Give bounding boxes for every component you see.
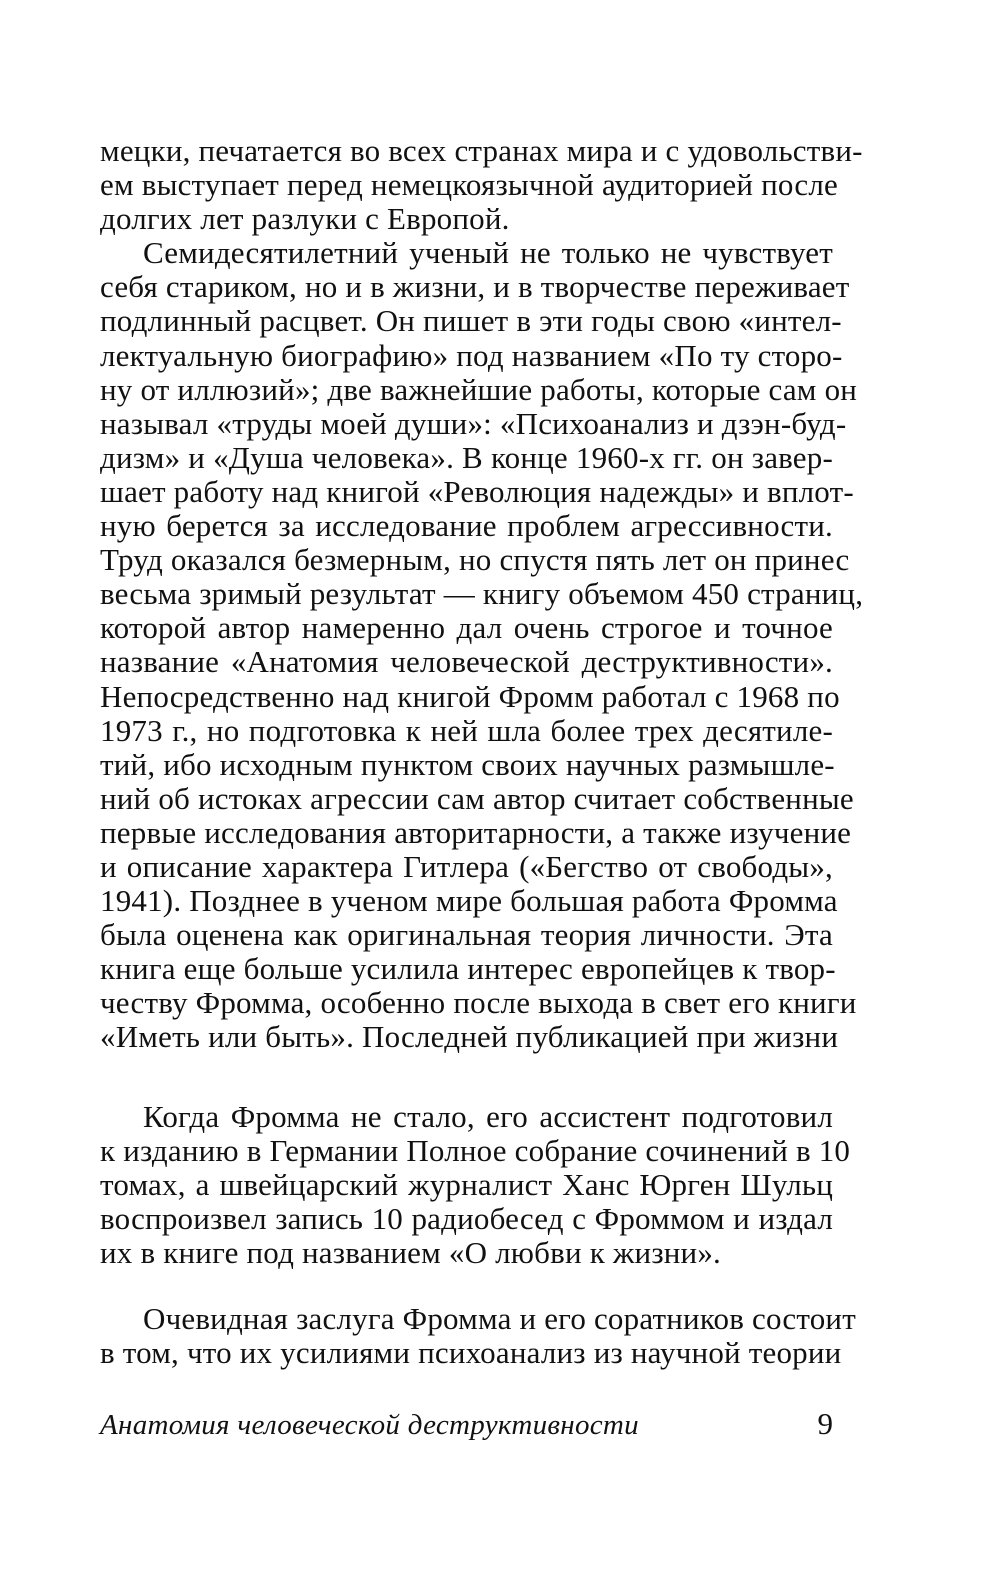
text-line: первые исследования авторитарности, а также изучение: [100, 814, 852, 850]
body-text-upper: [100, 133, 864, 1055]
text-line: которой автор намеренно дал очень строгое и точное: [100, 610, 833, 646]
text-line: себя стариком, но и в жизни, и в творчестве переживает: [100, 269, 850, 305]
text-line: ний об истоках агрессии сам автор считает собственные: [100, 780, 854, 816]
text-line: 1941). Позднее в ученом мире большая работа Фромма: [100, 883, 838, 919]
text-line: томах, а швейцарский журналист Ханс Юрген Шульц: [100, 1167, 833, 1203]
text-line: к изданию в Германии Полное собрание сочинений в 10: [100, 1133, 851, 1169]
text-line: воспроизвел запись 10 радиобесед с Фроммом и издал: [100, 1201, 833, 1237]
text-line: долгих лет разлуки с Европой.: [100, 201, 510, 237]
text-line: их в книге под названием «О любви к жизни».: [100, 1235, 722, 1271]
text-line: «Иметь или быть». Последней публикацией при жизни: [100, 1019, 839, 1055]
text-line: весьма зримый результат — книгу объемом 450 страниц,: [100, 576, 864, 612]
running-title: Анатомия человеческой деструктивности: [100, 1409, 639, 1441]
text-line: название «Анатомия человеческой деструктивности».: [100, 644, 833, 680]
text-line: Когда Фромма не стало, его ассистент подготовил: [143, 1099, 833, 1134]
text-line: Очевидная заслуга Фромма и его соратников состоит: [143, 1301, 856, 1336]
page-number: 9: [817, 1406, 833, 1441]
text-line: мецки, печатается во всех странах мира и с удовольстви-: [100, 133, 863, 168]
text-line: ную берется за исследование проблем агрессивности.: [100, 508, 833, 544]
text-line: Непосредственно над книгой Фромм работал с 1968 по: [100, 678, 840, 714]
text-line: шает работу над книгой «Революция надежды» и вплот-: [100, 473, 854, 509]
text-line: была оценена как оригинальная теория личности. Эта: [100, 917, 833, 953]
text-line: и описание характера Гитлера («Бегство от свободы»,: [100, 848, 833, 884]
text-line: дизм» и «Душа человека». В конце 1960-х гг. он завер-: [100, 439, 833, 475]
text-line: ну от иллюзий»; две важнейшие работы, которые сам он: [100, 371, 858, 407]
text-line: подлинный расцвет. Он пишет в эти годы свою «интел-: [100, 303, 842, 339]
body-text-lower: [100, 1301, 856, 1371]
text-line: книга еще больше усилила интерес европейцев к твор-: [100, 951, 836, 987]
text-line: Труд оказался безмерным, но спустя пять лет он принес: [100, 542, 850, 578]
text-line: называл «труды моей души»: «Психоанализ и дзэн-буд-: [100, 405, 847, 441]
text-line: лектуальную биографию» под названием «По ту сторо-: [100, 337, 843, 373]
text-line: в том, что их усилиями психоанализ из научной теории: [100, 1335, 842, 1371]
text-line: ем выступает перед немецкоязычной аудиторией после: [100, 167, 838, 203]
text-line: 1973 г., но подготовка к ней шла более трех десятиле-: [100, 712, 833, 748]
text-line: Семидесятилетний ученый не только не чувствует: [143, 235, 833, 271]
body-text-middle: [100, 1099, 851, 1271]
text-line: честву Фромма, особенно после выхода в свет его книги: [100, 985, 857, 1021]
text-line: тий, ибо исходным пунктом своих научных размышле-: [100, 746, 835, 782]
page-footer: [100, 1406, 833, 1448]
